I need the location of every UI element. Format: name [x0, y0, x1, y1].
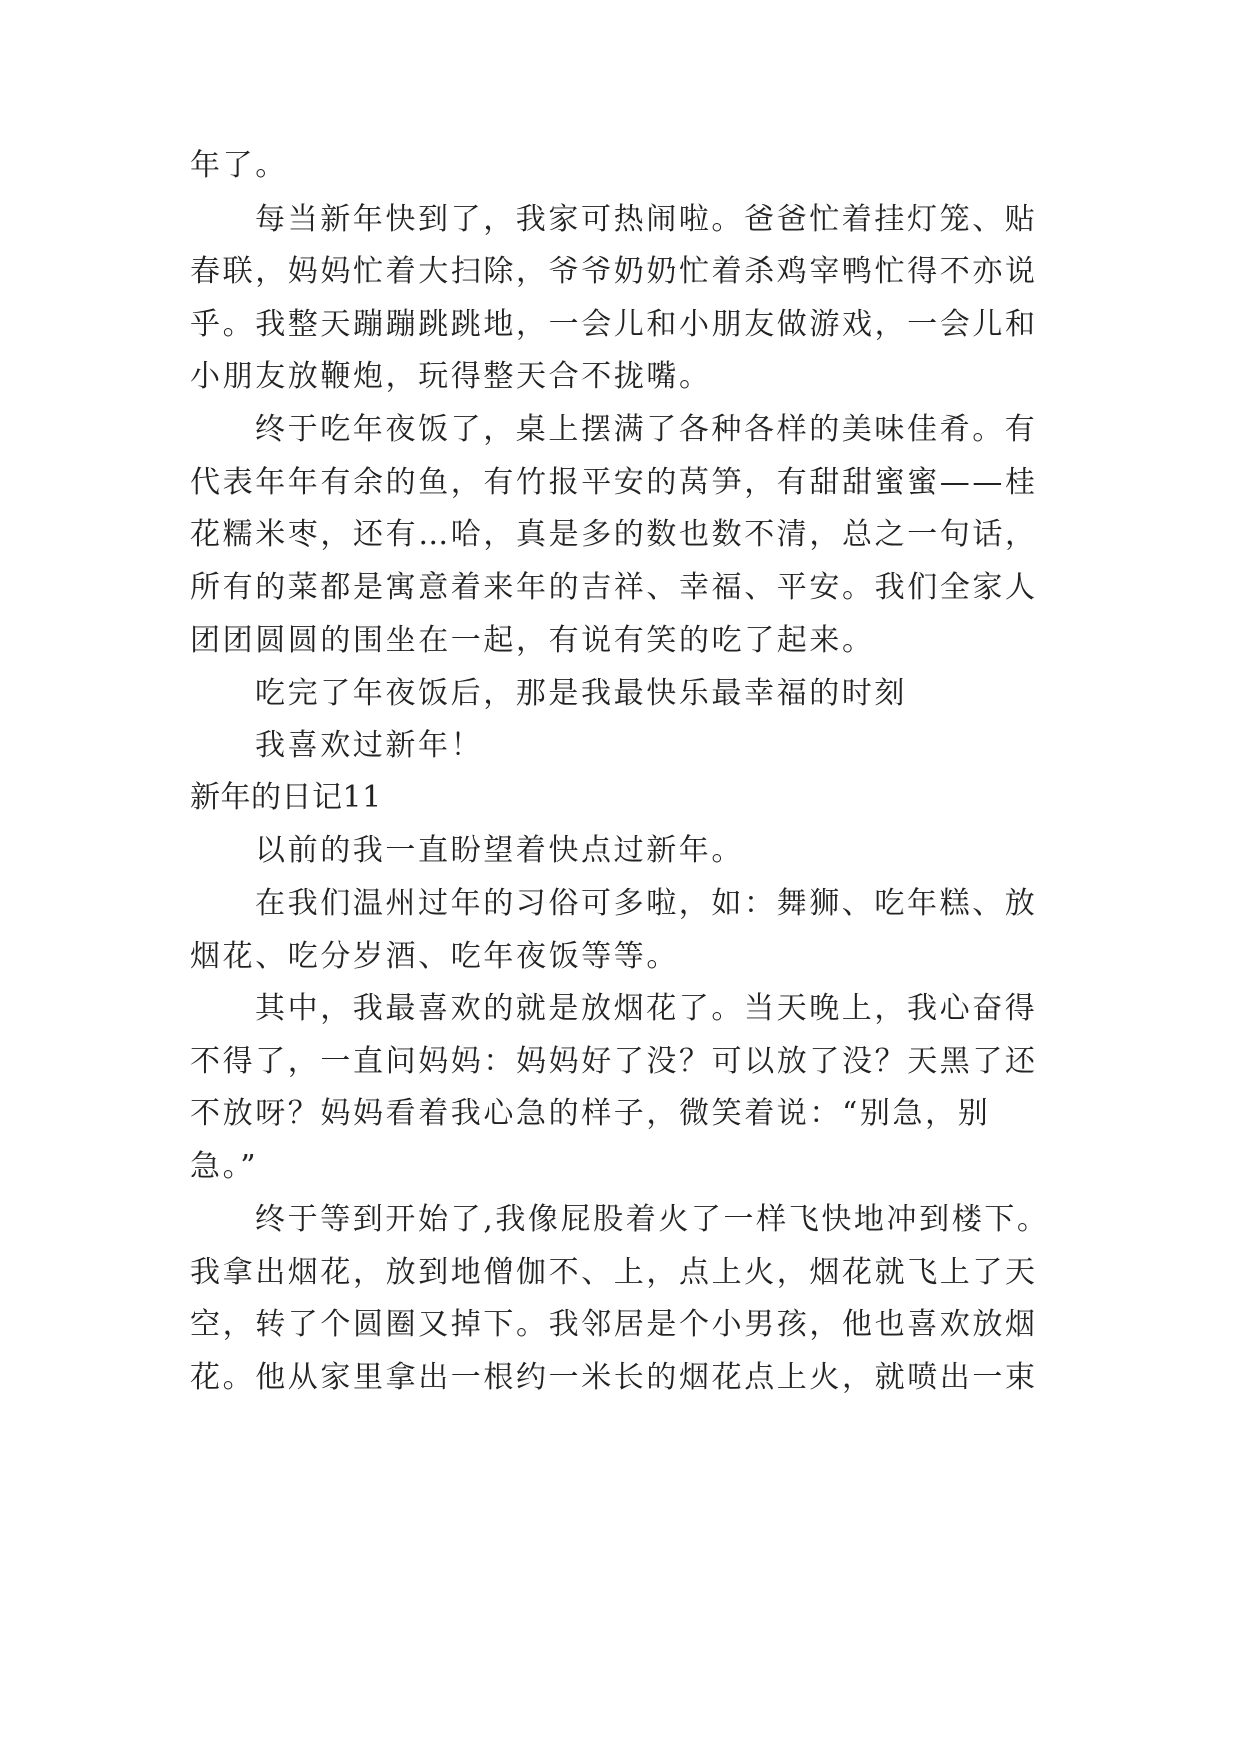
paragraph-first-line: 每当新年快到了，我家可热闹啦。爸爸忙着挂灯笼、贴: [255, 202, 1038, 237]
paragraph-first-line: 我喜欢过新年！: [255, 728, 484, 763]
text-line: 小朋友放鞭炮，玩得整天合不拢嘴。: [190, 359, 712, 394]
text-line: 不得了，一直问妈妈：妈妈好了没？可以放了没？天黑了还: [190, 1044, 1038, 1079]
text-line: 所有的菜都是寓意着来年的吉祥、幸福、平安。我们全家人: [190, 570, 1038, 605]
text-line: 花。他从家里拿出一根约一米长的烟花点上火，就喷出一束: [190, 1360, 1038, 1395]
text-line: 乎。我整天蹦蹦跳跳地，一会儿和小朋友做游戏，一会儿和: [190, 307, 1038, 342]
paragraph-first-line: 终于等到开始了,我像屁股着火了一样飞快地冲到楼下。: [255, 1202, 1050, 1237]
paragraph-first-line: 在我们温州过年的习俗可多啦，如：舞狮、吃年糕、放: [255, 886, 1038, 921]
text-line: 空，转了个圆圈又掉下。我邻居是个小男孩，他也喜欢放烟: [190, 1307, 1038, 1342]
text-line: 年了。: [190, 148, 288, 183]
text-line: 我拿出烟花，放到地僧伽不、上，点上火，烟花就飞上了天: [190, 1255, 1038, 1290]
paragraph-first-line: 以前的我一直盼望着快点过新年。: [255, 833, 744, 868]
section-heading: 新年的日记11: [190, 780, 382, 815]
text-line: 烟花、吃分岁酒、吃年夜饭等等。: [190, 939, 679, 974]
text-line: 代表年年有余的鱼，有竹报平安的莴笋，有甜甜蜜蜜——桂: [190, 465, 1038, 500]
paragraph-first-line: 其中，我最喜欢的就是放烟花了。当天晚上，我心奋得: [255, 991, 1038, 1026]
paragraph-first-line: 终于吃年夜饭了，桌上摆满了各种各样的美味佳肴。有: [255, 412, 1038, 447]
text-line: 团团圆圆的围坐在一起，有说有笑的吃了起来。: [190, 623, 875, 658]
text-line: 不放呀？妈妈看着我心急的样子，微笑着说：“别急，别: [190, 1096, 991, 1131]
text-line: 急。”: [190, 1149, 259, 1184]
text-line: 春联，妈妈忙着大扫除，爷爷奶奶忙着杀鸡宰鸭忙得不亦说: [190, 254, 1038, 289]
text-line: 花糯米枣，还有…哈，真是多的数也数不清，总之一句话，: [190, 517, 1038, 552]
paragraph-first-line: 吃完了年夜饭后，那是我最快乐最幸福的时刻: [255, 676, 907, 711]
